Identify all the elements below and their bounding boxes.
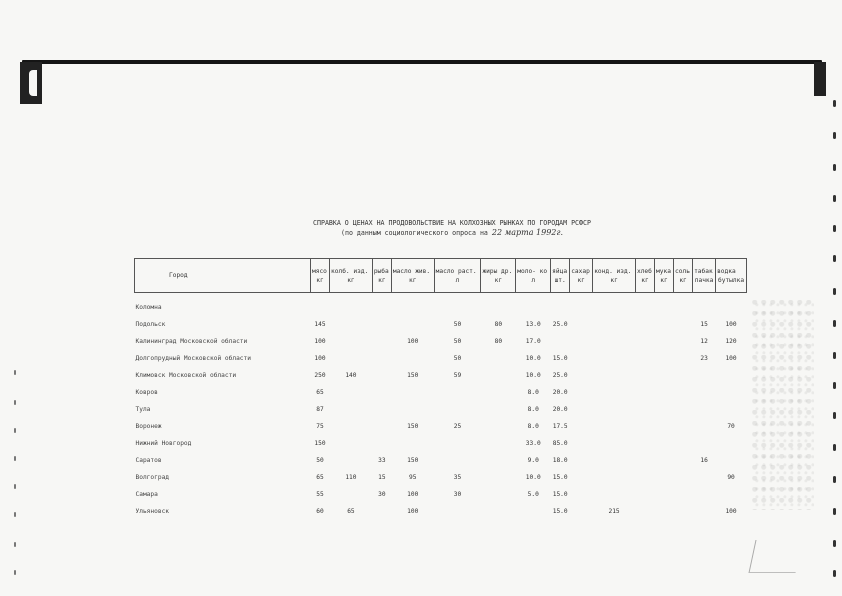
price-cell: [481, 299, 516, 316]
price-cell: [674, 503, 693, 520]
price-cell: [635, 486, 654, 503]
price-cell: 18.0: [552, 457, 568, 464]
price-cell: 17.0: [525, 338, 541, 345]
price-cell: [593, 418, 636, 435]
price-cell: 85.0: [552, 440, 568, 447]
price-cell: 145: [314, 321, 326, 328]
city-name-cell: Саратов: [135, 457, 162, 464]
column-header-label: яйца: [552, 267, 568, 275]
price-cell: 100: [407, 491, 419, 498]
column-header-label: табак: [694, 267, 713, 275]
price-cell: [635, 452, 654, 469]
table-row: [135, 503, 747, 520]
title-line-2: [242, 228, 662, 238]
price-cell: 140: [345, 372, 357, 379]
price-cell: [635, 384, 654, 401]
column-header: [311, 259, 330, 293]
price-cell: 80: [494, 338, 503, 345]
city-name-cell: Ульяновск: [135, 508, 170, 515]
price-cell: [716, 401, 747, 418]
price-cell: [693, 435, 716, 452]
column-header: [716, 259, 747, 293]
price-cell: [570, 435, 593, 452]
column-header-unit: кг: [494, 276, 503, 284]
city-name-cell: Долгопрудный Московской области: [135, 355, 251, 362]
column-header: [570, 259, 593, 293]
price-cell: [516, 299, 551, 316]
column-header-unit: кг: [409, 276, 417, 284]
price-cell: 15.0: [552, 491, 568, 498]
price-cell: 10.0: [525, 355, 541, 362]
price-cell: 65: [316, 474, 324, 481]
price-cell: 50: [453, 321, 462, 328]
price-cell: 13.0: [525, 321, 541, 328]
price-cell: [330, 401, 373, 418]
price-cell: [372, 384, 391, 401]
price-cell: [593, 350, 636, 367]
city-name-cell: Калининград Московской области: [135, 338, 248, 345]
price-cell: [693, 299, 716, 316]
price-cell: [674, 299, 693, 316]
price-cell: [693, 469, 716, 486]
price-cell: [655, 367, 674, 384]
price-cell: [674, 401, 693, 418]
price-cell: [655, 503, 674, 520]
price-cell: [434, 384, 481, 401]
city-name-cell: Коломна: [135, 304, 162, 311]
price-cell: [391, 435, 434, 452]
price-cell: [655, 452, 674, 469]
table-row: [135, 486, 747, 503]
price-cell: [481, 503, 516, 520]
price-cell: 8.0: [527, 423, 539, 430]
price-cell: 16: [700, 457, 708, 464]
column-header-label: колб. изд.: [331, 267, 369, 275]
price-cell: 35: [453, 474, 462, 481]
price-cell: [570, 350, 593, 367]
price-cell: [635, 333, 654, 350]
price-cell: 23: [700, 355, 708, 362]
table-row: [135, 299, 747, 316]
price-cell: [655, 316, 674, 333]
price-cell: [372, 418, 391, 435]
price-cell: [570, 486, 593, 503]
price-cell: 30: [453, 491, 462, 498]
price-cell: [391, 350, 434, 367]
price-cell: [635, 316, 654, 333]
column-header-unit: кг: [577, 276, 585, 284]
price-cell: [693, 503, 716, 520]
column-header-label: жиры др.: [482, 267, 513, 275]
price-cell: [635, 401, 654, 418]
price-cell: [655, 486, 674, 503]
price-cell: [674, 350, 693, 367]
price-cell: [593, 452, 636, 469]
city-name-cell: Тула: [135, 406, 151, 413]
price-cell: [693, 367, 716, 384]
price-cell: [391, 299, 434, 316]
left-edge-marks: [14, 360, 22, 580]
price-cell: 65: [347, 508, 355, 515]
price-cell: [434, 452, 481, 469]
price-cell: [635, 435, 654, 452]
column-header-label: масло раст.: [435, 267, 477, 275]
price-cell: 17.5: [552, 423, 568, 430]
table-row: [135, 350, 747, 367]
price-cell: [635, 299, 654, 316]
price-cell: [570, 367, 593, 384]
price-cell: [593, 384, 636, 401]
column-header: [372, 259, 391, 293]
price-cell: 20.0: [552, 406, 568, 413]
price-cell: [434, 401, 481, 418]
price-cell: 15.0: [552, 355, 568, 362]
price-cell: [674, 469, 693, 486]
table-row: [135, 316, 747, 333]
column-header-unit: кг: [641, 276, 649, 284]
price-cell: 60: [316, 508, 324, 515]
margin-scribble: [748, 540, 802, 573]
price-cell: 8.0: [527, 406, 539, 413]
column-header: [434, 259, 481, 293]
price-cell: [693, 384, 716, 401]
table-row: [135, 333, 747, 350]
price-cell: [593, 299, 636, 316]
price-cell: 100: [725, 508, 737, 515]
price-cell: 110: [345, 474, 357, 481]
column-header-unit: кг: [347, 276, 355, 284]
price-cell: [655, 401, 674, 418]
price-cell: 100: [725, 321, 737, 328]
column-header-unit: кг: [316, 276, 324, 284]
column-header-label: рыба: [373, 267, 389, 275]
city-name-cell: Климовск Московской области: [135, 372, 237, 379]
price-cell: [570, 469, 593, 486]
price-cell: 59: [453, 372, 462, 379]
price-cell: [635, 469, 654, 486]
price-cell: [330, 418, 373, 435]
price-cell: [674, 435, 693, 452]
column-header-unit: л: [531, 276, 536, 284]
column-header-label: мясо: [312, 267, 327, 275]
price-cell: 95: [409, 474, 417, 481]
price-cell: 215: [608, 508, 620, 515]
price-cell: 12: [700, 338, 708, 345]
price-cell: 150: [314, 440, 326, 447]
price-cell: [635, 418, 654, 435]
binding-clip-left: [20, 62, 42, 104]
price-cell: 15.0: [552, 474, 568, 481]
price-cell: 25.0: [552, 372, 568, 379]
prices-table: [134, 258, 747, 520]
price-cell: [570, 384, 593, 401]
column-header: [551, 259, 570, 293]
price-cell: [693, 401, 716, 418]
column-header-label: сахар: [571, 267, 590, 275]
price-cell: [655, 435, 674, 452]
city-name-cell: Нижний Новгород: [135, 440, 192, 447]
price-cell: 100: [314, 338, 326, 345]
price-cell: 150: [407, 372, 419, 379]
column-header-label: соль: [675, 267, 690, 275]
price-cell: [593, 469, 636, 486]
column-header-label: масло жив.: [392, 267, 431, 275]
column-header: [516, 259, 551, 293]
column-header: [330, 259, 373, 293]
price-cell: [551, 333, 570, 350]
column-header: [135, 259, 311, 293]
price-cell: 15: [378, 474, 386, 481]
price-cell: [372, 350, 391, 367]
price-cell: [570, 401, 593, 418]
price-cell: [434, 435, 481, 452]
price-cell: 10.0: [525, 474, 541, 481]
price-cell: [330, 435, 373, 452]
price-cell: 20.0: [552, 389, 568, 396]
price-cell: [716, 435, 747, 452]
price-cell: 30: [378, 491, 386, 498]
price-cell: [655, 333, 674, 350]
price-cell: 70: [727, 423, 735, 430]
price-cell: [481, 452, 516, 469]
price-cell: 150: [407, 423, 419, 430]
price-cell: [674, 486, 693, 503]
price-cell: [481, 469, 516, 486]
column-header-unit: кг: [679, 276, 687, 284]
price-cell: [372, 503, 391, 520]
scan-binding-line: [22, 60, 822, 64]
price-cell: 8.0: [527, 389, 539, 396]
price-cell: 55: [316, 491, 324, 498]
price-cell: [655, 299, 674, 316]
price-cell: [330, 350, 373, 367]
price-cell: 5.0: [527, 491, 539, 498]
price-cell: 100: [407, 338, 419, 345]
price-cell: [330, 316, 373, 333]
price-cell: 25.0: [552, 321, 568, 328]
price-cell: [570, 299, 593, 316]
price-cell: 150: [407, 457, 419, 464]
price-cell: 100: [407, 508, 419, 515]
price-cell: [570, 418, 593, 435]
price-cell: [570, 452, 593, 469]
price-cell: [716, 367, 747, 384]
price-cell: [372, 435, 391, 452]
table-row: [135, 384, 747, 401]
price-cell: [635, 503, 654, 520]
column-header: [635, 259, 654, 293]
price-cell: [716, 486, 747, 503]
document-title: [242, 219, 662, 238]
price-cell: [330, 486, 373, 503]
prices-table-header: [135, 259, 747, 293]
price-cell: [372, 333, 391, 350]
price-cell: [674, 367, 693, 384]
table-row: [135, 469, 747, 486]
price-cell: [391, 316, 434, 333]
price-cell: [372, 299, 391, 316]
prices-table-body: [135, 293, 747, 521]
column-header-label: конд. изд.: [594, 267, 632, 275]
price-cell: [481, 384, 516, 401]
price-cell: [674, 316, 693, 333]
price-cell: [391, 384, 434, 401]
column-header-unit: л: [455, 276, 460, 284]
price-cell: [716, 384, 747, 401]
price-cell: 15: [700, 321, 708, 328]
price-cell: [655, 384, 674, 401]
price-cell: [655, 418, 674, 435]
city-name-cell: Волгоград: [135, 474, 170, 481]
city-name-cell: Ковров: [135, 389, 158, 396]
price-cell: 65: [316, 389, 324, 396]
price-cell: [481, 435, 516, 452]
price-cell: 75: [316, 423, 324, 430]
price-cell: 120: [725, 338, 737, 345]
price-cell: [674, 418, 693, 435]
column-header-unit: шт.: [554, 276, 566, 284]
city-name-cell: Подольск: [135, 321, 166, 328]
price-cell: [716, 299, 747, 316]
column-header: [674, 259, 693, 293]
price-cell: 33.0: [525, 440, 541, 447]
column-header: [693, 259, 716, 293]
price-cell: 10.0: [525, 372, 541, 379]
price-cell: [481, 418, 516, 435]
table-row: [135, 401, 747, 418]
price-cell: [655, 469, 674, 486]
price-cell: [330, 333, 373, 350]
city-name-cell: Самара: [135, 491, 158, 498]
price-cell: [674, 333, 693, 350]
column-header-label: Город: [169, 272, 188, 279]
price-cell: [593, 486, 636, 503]
price-cell: 250: [314, 372, 326, 379]
column-header-label: хлеб: [636, 267, 652, 275]
price-cell: [593, 333, 636, 350]
price-cell: [372, 367, 391, 384]
table-row: [135, 367, 747, 384]
price-cell: [693, 418, 716, 435]
price-cell: [570, 503, 593, 520]
price-cell: [330, 299, 373, 316]
price-cell: [434, 503, 481, 520]
table-row: [135, 452, 747, 469]
price-cell: 90: [727, 474, 735, 481]
price-cell: [635, 367, 654, 384]
price-cell: [481, 401, 516, 418]
column-header-label: моло- ко: [517, 267, 548, 275]
column-header-unit: кг: [610, 276, 618, 284]
price-cell: [593, 367, 636, 384]
price-cell: [593, 435, 636, 452]
price-cell: 50: [453, 338, 462, 345]
price-cell: [716, 452, 747, 469]
price-cell: 50: [316, 457, 324, 464]
price-cell: [391, 401, 434, 418]
price-cell: [593, 401, 636, 418]
price-cell: [693, 486, 716, 503]
price-cell: 50: [453, 355, 462, 362]
price-cell: 87: [316, 406, 324, 413]
price-cell: 100: [725, 355, 737, 362]
column-header-unit: бутылка: [718, 276, 745, 284]
price-cell: [330, 384, 373, 401]
handwritten-date: 22 марта 1992г.: [491, 228, 563, 237]
column-header-label: мука: [656, 267, 671, 275]
table-row: [135, 435, 747, 452]
column-header-unit: пачка: [694, 276, 714, 284]
column-header: [655, 259, 674, 293]
table-row: [135, 418, 747, 435]
column-header-unit: кг: [660, 276, 668, 284]
price-cell: [570, 316, 593, 333]
price-cell: [655, 350, 674, 367]
title-line-2-text: (по данным социологического опроса на: [341, 229, 488, 237]
price-cell: 100: [314, 355, 326, 362]
scan-noise: [752, 300, 814, 510]
header-row: [135, 259, 747, 293]
price-cell: [674, 452, 693, 469]
price-cell: [330, 452, 373, 469]
column-header-unit: кг: [378, 276, 386, 284]
column-header: [391, 259, 434, 293]
title-line-1: СПРАВКА О ЦЕНАХ НА ПРОДОВОЛЬСТВИЕ НА КОЛХОЗНЫХ РЫНКАХ ПО ГОРОДАМ РСФСР: [313, 219, 591, 227]
price-cell: 9.0: [527, 457, 539, 464]
binding-clip-right: [814, 62, 826, 96]
price-cell: 33: [378, 457, 386, 464]
price-cell: 80: [494, 321, 503, 328]
price-cell: 25: [453, 423, 462, 430]
price-cell: [516, 503, 551, 520]
price-cell: [481, 350, 516, 367]
price-cell: [311, 299, 330, 316]
price-cell: [551, 299, 570, 316]
price-cell: [635, 350, 654, 367]
price-cell: [372, 316, 391, 333]
price-cell: [372, 401, 391, 418]
price-cell: [570, 333, 593, 350]
column-header: [481, 259, 516, 293]
price-cell: [593, 316, 636, 333]
column-header-label: водка: [717, 267, 736, 275]
price-cell: [434, 299, 481, 316]
right-edge-punch-marks: [833, 100, 841, 580]
price-cell: 15.0: [552, 508, 568, 515]
column-header: [593, 259, 636, 293]
price-cell: [674, 384, 693, 401]
price-cell: [481, 367, 516, 384]
city-name-cell: Воронеж: [135, 423, 162, 430]
price-cell: [481, 486, 516, 503]
